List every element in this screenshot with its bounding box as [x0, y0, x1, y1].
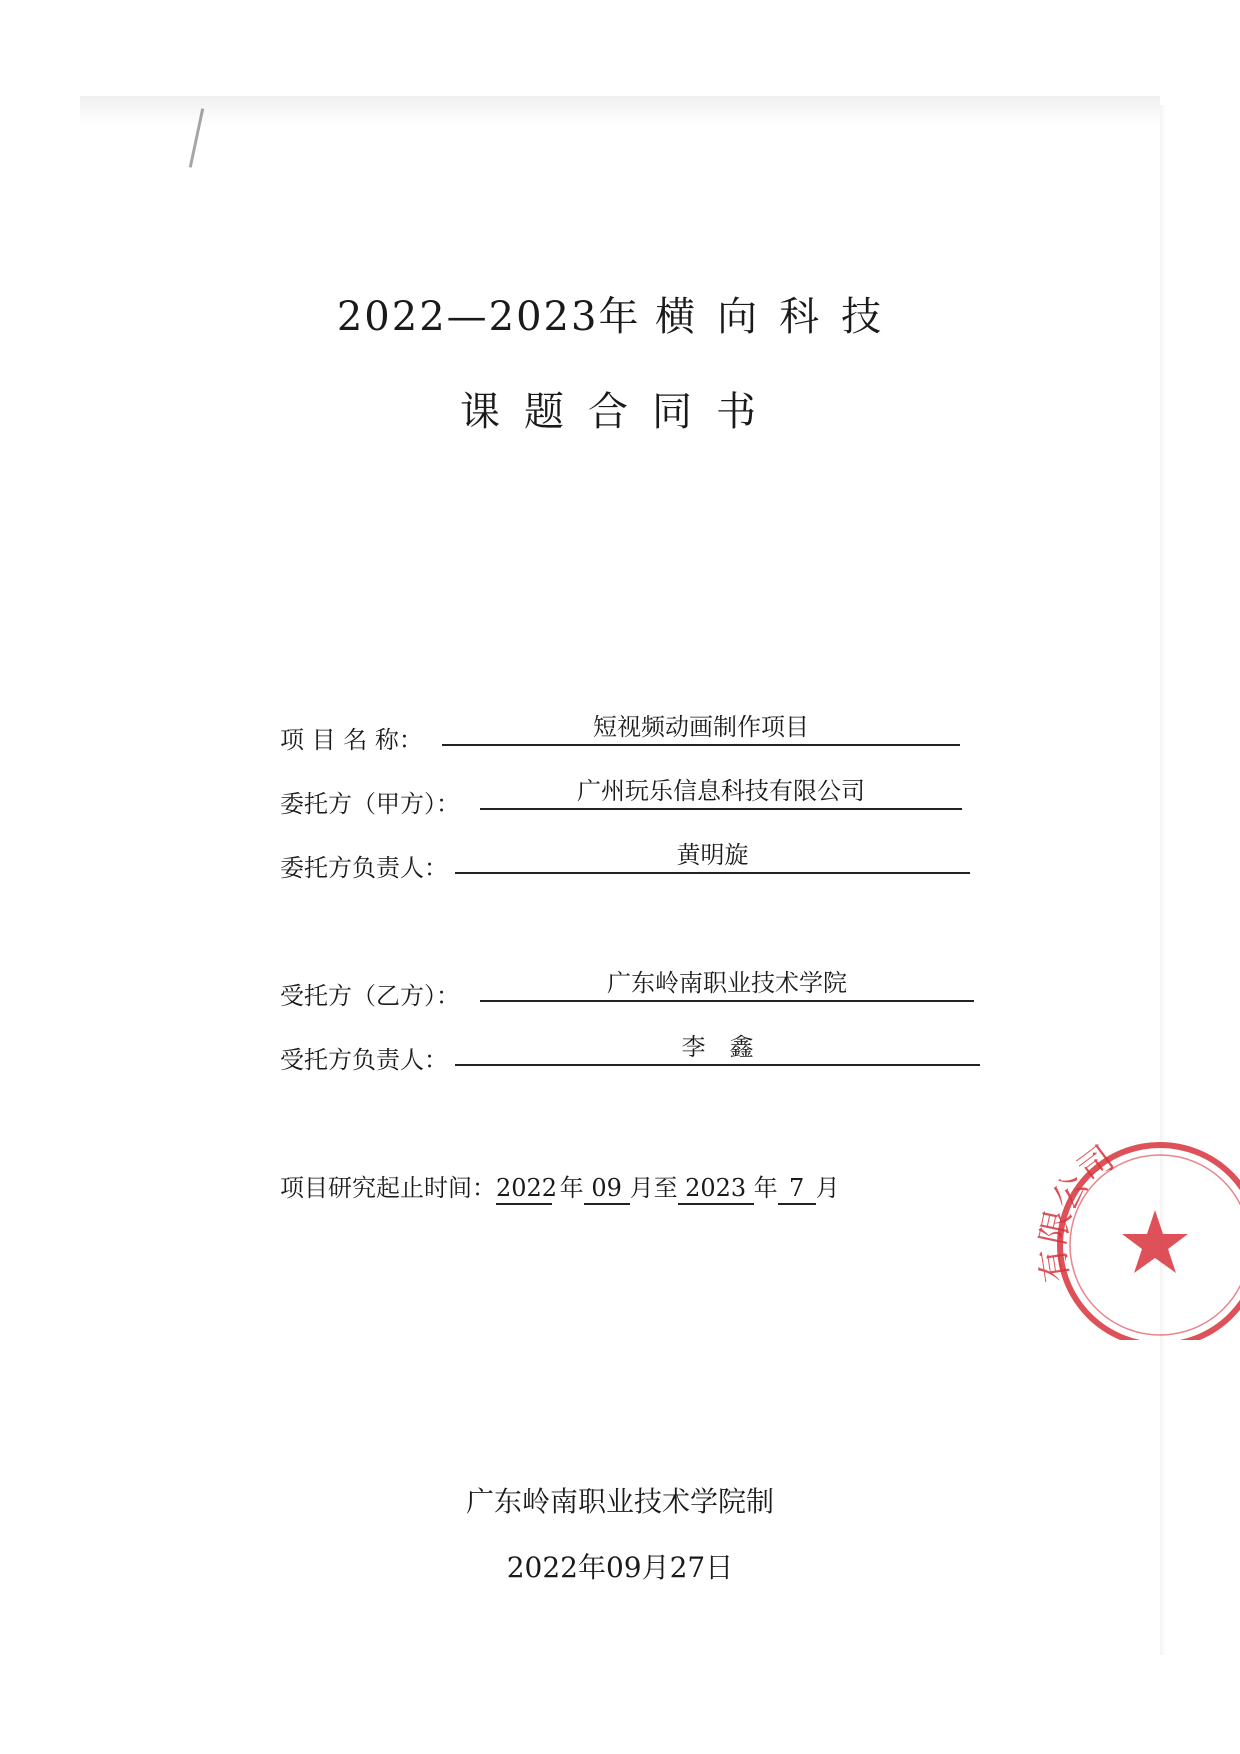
issuer: 广东岭南职业技术学院制: [465, 1485, 774, 1518]
client-lead-value: 黄明旋: [455, 838, 970, 874]
client-lead-label: 委托方负责人：: [280, 854, 448, 882]
seal-graphic: [1030, 1130, 1240, 1340]
document-title-line2: 课题合同书: [460, 389, 780, 435]
month-to-char: 月至: [629, 1174, 678, 1202]
scan-shadow: [80, 96, 1160, 126]
client-value: 广州玩乐信息科技有限公司: [480, 774, 962, 810]
start-month: 09: [584, 1173, 630, 1205]
title-year-range: 2022—2023年: [336, 294, 641, 340]
client-label: 委托方（甲方）：: [280, 790, 460, 818]
title-subject: 横向科技: [655, 294, 904, 340]
contractor-lead-label: 受托方负责人：: [280, 1046, 448, 1074]
document-title-line1: [0, 285, 1240, 342]
project-name-value: 短视频动画制作项目: [442, 710, 960, 746]
year-char: 年: [559, 1174, 584, 1202]
contractor-lead-value: 李 鑫: [455, 1030, 980, 1066]
contractor-value: 广东岭南职业技术学院: [480, 966, 974, 1002]
project-period: [280, 1168, 840, 1205]
seal-star-icon: [1122, 1210, 1188, 1273]
start-year: 2022: [496, 1173, 552, 1205]
year-char-2: 年: [753, 1174, 778, 1202]
project-period-label: 项目研究起止时间：: [280, 1174, 496, 1202]
company-seal: [1030, 1130, 1240, 1340]
issue-date: 2022年09月27日: [506, 1551, 734, 1584]
end-month: 7: [778, 1173, 816, 1205]
contractor-label: 受托方（乙方）：: [280, 982, 460, 1010]
seal-text: 有限公司: [1032, 1138, 1122, 1285]
project-name-label: 项 目 名 称：: [280, 726, 423, 754]
month-char: 月: [815, 1174, 840, 1202]
end-year: 2023: [678, 1173, 754, 1205]
